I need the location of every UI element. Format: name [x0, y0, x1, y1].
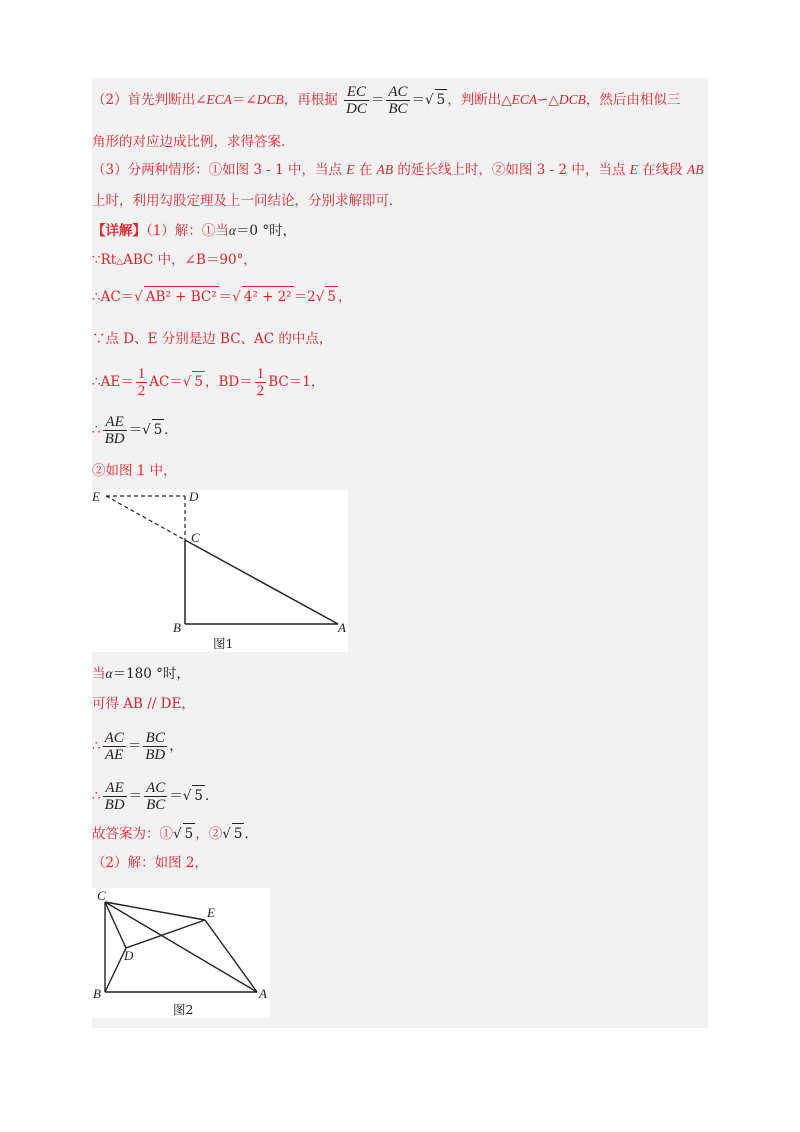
detail-midpoint-line: ∵点 D、E 分别是边 BC、AC 的中点，	[92, 331, 333, 347]
step2-hint-line2: 角形的对应边成比例，求得答案．	[92, 134, 295, 150]
part2-line: （2）解：如图 2，	[92, 855, 208, 871]
proportion-line: ∴ $\frac{AC}{AE}$ ＝ $\frac{BC}{BD}$ ，	[92, 730, 183, 763]
step2-hint-line1: （2）首先判断出∠ECA＝∠DCB，再根据 $\frac{EC}{DC}$ ＝ $\frac{AC}{BC}$ ＝√ 5 ，判断出△ECA∽△DCB，然后由相似三	[92, 84, 681, 117]
figure-1	[92, 490, 348, 652]
detail-rt-line: ∵Rt△ABC 中，∠B＝90°，	[92, 252, 257, 268]
fig2-label-d: D	[124, 948, 134, 963]
fig1-caption: 图1	[213, 636, 234, 651]
fig2-caption: 图2	[173, 1002, 194, 1017]
fig2-label-e: E	[207, 905, 215, 920]
fig1-label-a: A	[338, 620, 346, 635]
alpha180-line: 当α＝180 °时，	[92, 666, 190, 682]
detail-ae-line: ∴AE＝ $\frac{1}{2}$ AC＝√ 5 ，BD＝ $\frac{1}{2}$ BC＝1，	[92, 366, 325, 399]
fig1-intro: ②如图 1 中，	[92, 463, 177, 479]
fig2-label-b: B	[93, 986, 101, 1001]
fig1-label-b: B	[173, 620, 181, 635]
fig1-label-c: C	[191, 530, 200, 545]
fig1-label-d: D	[189, 490, 199, 504]
fig2-label-a: A	[259, 986, 267, 1001]
answer-line: 故答案为：①√ 5 ，②√ 5 ．	[92, 823, 258, 844]
step3-hint-line1: （3）分两种情形：①如图 3 - 1 中，当点 E 在 AB 的延长线上时，②如图 3 - 2 中，当点 E 在线段 AB	[92, 162, 704, 178]
fig1-label-e: E	[92, 490, 100, 504]
fig2-label-c: C	[97, 888, 106, 903]
detail-ac-line: ∴AC＝√ AB² + BC² ＝√ 4² + 2² ＝2√ 5 ，	[92, 286, 351, 307]
detail-line1: 【详解】（1）解：①当α＝0 °时，	[92, 223, 297, 239]
figure-2	[92, 888, 270, 1018]
parallel-line: 可得 AB // DE，	[92, 696, 195, 712]
result-line: ∴ $\frac{AE}{BD}$ ＝ $\frac{AC}{BC}$ ＝√ 5 ．	[92, 780, 219, 813]
step3-hint-line2: 上时，利用勾股定理及上一问结论，分别求解即可．	[92, 193, 403, 209]
detail-ratio-line: ∴ $\frac{AE}{BD}$ ＝√ 5 ．	[92, 414, 178, 447]
